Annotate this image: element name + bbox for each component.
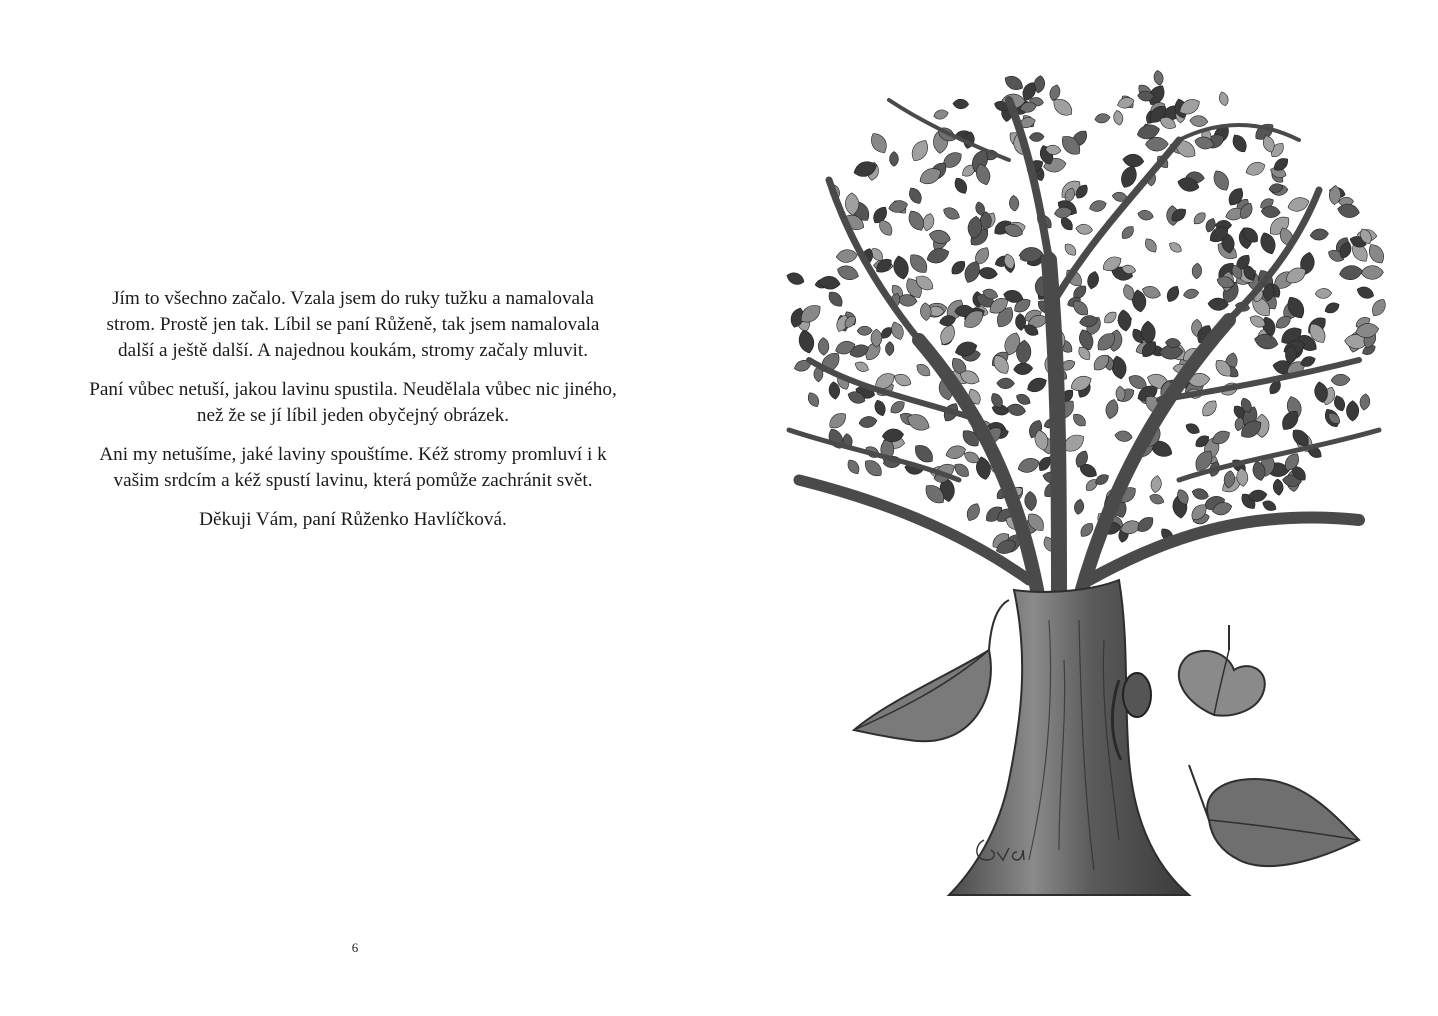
canopy-leaf	[805, 390, 821, 409]
canopy-leaf	[933, 108, 950, 120]
canopy-leaf	[906, 251, 931, 277]
canopy-leaf	[1094, 113, 1111, 125]
canopy-leaf	[858, 415, 878, 429]
canopy-leaf	[906, 185, 924, 206]
canopy-leaf	[1073, 498, 1085, 515]
canopy-leaf	[1148, 492, 1166, 506]
right-page	[719, 0, 1438, 1016]
canopy-leaf	[1062, 241, 1078, 258]
canopy-leaf	[890, 151, 899, 166]
canopy-leaf	[1024, 491, 1037, 511]
canopy-leaf	[1102, 309, 1119, 326]
canopy-leaf	[891, 254, 910, 280]
canopy-leaf	[1184, 421, 1202, 436]
canopy-leaf	[1104, 398, 1120, 420]
canopy-leaf	[1116, 95, 1135, 110]
canopy-leaf	[885, 342, 894, 356]
canopy-leaf	[1117, 309, 1133, 332]
canopy-leaf	[953, 99, 969, 109]
falling-leaf-right-top	[1179, 625, 1265, 716]
canopy-leaf	[925, 245, 952, 266]
canopy-leaf	[1338, 264, 1363, 281]
canopy-leaf	[1361, 265, 1384, 279]
canopy-leaf	[892, 371, 913, 388]
canopy-leaf	[1016, 455, 1041, 475]
canopy-leaf	[1122, 153, 1144, 168]
canopy-leaf	[997, 378, 1015, 389]
canopy-leaf	[1309, 228, 1329, 241]
paragraph-1: Jím to všechno začalo. Vzala jsem do ruky tužku a namalovala strom. Prostě jen tak. Líbil se paní Růženě, tak jsem namalovala další a ještě další. A najednou koukám, stromy začaly mluvit.	[106, 288, 600, 361]
canopy-leaf	[1346, 401, 1358, 421]
tree-pencil-drawing-icon	[759, 60, 1419, 920]
page-number: 6	[351, 940, 359, 955]
canopy-leaf	[1191, 487, 1210, 502]
paragraph-3: Ani my netušíme, jaké laviny spouštíme. Kéž stromy promluví i k vašim srdcím a kéž spustí lavinu, která pomůže zachránit svět.	[99, 444, 607, 491]
canopy-leaf	[1114, 430, 1133, 443]
canopy-leaf	[1331, 374, 1351, 386]
canopy-leaf	[1336, 202, 1360, 219]
canopy-leaf	[1323, 300, 1341, 315]
canopy-leaf	[911, 441, 937, 466]
canopy-leaf	[1192, 263, 1203, 279]
canopy-leaf	[835, 263, 860, 282]
canopy-leaf	[1167, 240, 1183, 255]
canopy-leaf	[1070, 411, 1088, 429]
canopy-leaf	[1359, 393, 1371, 410]
canopy-leaf	[826, 289, 846, 310]
canopy-leaf	[964, 501, 983, 523]
canopy-leaf	[1355, 284, 1376, 301]
canopy-leaf	[785, 270, 806, 287]
tree-trunk	[949, 580, 1189, 895]
canopy-leaf	[1272, 479, 1284, 496]
canopy-leaf	[861, 456, 885, 479]
canopy-leaf	[1150, 475, 1163, 493]
canopy-leaf	[1002, 73, 1025, 94]
canopy-leaf	[978, 266, 998, 280]
canopy-leaf	[1244, 159, 1267, 178]
canopy-leaf	[845, 457, 862, 476]
canopy-leaf	[1119, 224, 1136, 242]
text-block	[88, 286, 618, 546]
canopy-leaf	[818, 338, 829, 356]
canopy-leaf	[1261, 498, 1278, 513]
canopy-leaf	[1369, 297, 1389, 319]
canopy-leaf	[937, 322, 958, 347]
canopy-leaf	[1009, 195, 1020, 211]
canopy-leaf	[1210, 168, 1232, 194]
canopy-leaf	[1253, 332, 1280, 351]
tree-canopy	[785, 70, 1389, 557]
canopy-leaf	[941, 205, 961, 222]
canopy-leaf	[1112, 109, 1124, 126]
canopy-leaf	[1142, 236, 1159, 255]
canopy-leaf	[836, 249, 858, 264]
canopy-leaf	[1137, 209, 1155, 222]
canopy-leaf	[1075, 223, 1093, 235]
canopy-leaf	[1164, 284, 1182, 304]
canopy-leaf	[928, 228, 952, 246]
canopy-leaf	[853, 359, 870, 373]
paragraph-4: Děkuji Vám, paní Růženko Havlíčková.	[199, 509, 507, 530]
canopy-leaf	[1086, 270, 1101, 290]
canopy-leaf	[857, 326, 872, 336]
canopy-leaf	[867, 130, 890, 156]
canopy-leaf	[1145, 137, 1168, 151]
canopy-leaf	[1088, 198, 1108, 213]
paragraph-2: Paní vůbec netuší, jakou lavinu spustila. Neudělala vůbec nic jiného, než že se jí líbil jeden obyčejný obrázek.	[89, 379, 617, 426]
canopy-leaf	[952, 175, 970, 196]
falling-leaf-right-bottom	[1189, 765, 1359, 866]
canopy-leaf	[1153, 70, 1165, 87]
canopy-leaf	[1315, 288, 1332, 299]
trunk-knot	[1123, 673, 1151, 717]
canopy-leaf	[1229, 132, 1249, 155]
canopy-leaf	[1029, 132, 1044, 142]
canopy-leaf	[873, 399, 888, 418]
canopy-leaf	[1365, 241, 1387, 266]
canopy-leaf	[1191, 210, 1208, 227]
canopy-leaf	[1190, 115, 1209, 127]
canopy-leaf	[1199, 397, 1220, 419]
canopy-leaf	[1218, 91, 1230, 107]
canopy-leaf	[1183, 288, 1200, 300]
canopy-leaf	[826, 410, 849, 432]
canopy-leaf	[908, 137, 932, 164]
canopy-leaf	[944, 443, 967, 461]
canopy-leaf	[1025, 375, 1049, 395]
canopy-leaf	[797, 328, 817, 355]
falling-leaf-left	[854, 600, 1009, 741]
